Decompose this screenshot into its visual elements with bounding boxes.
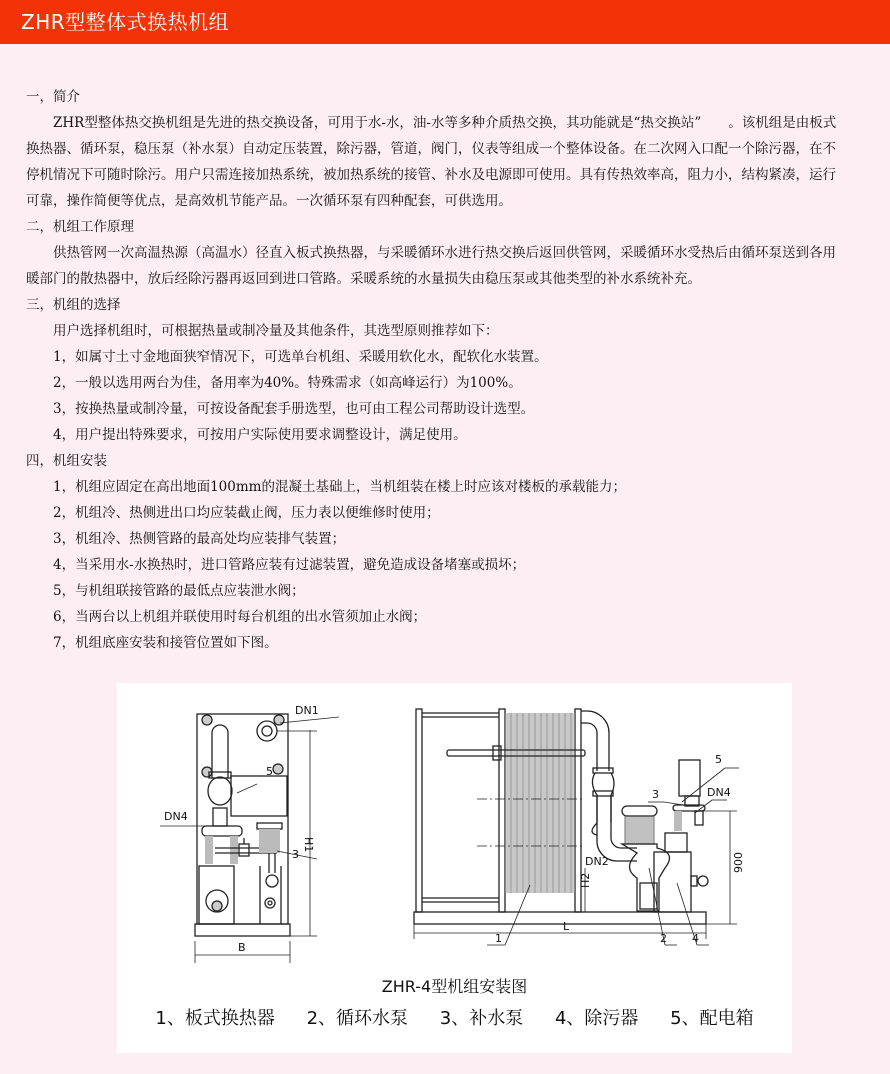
section-title: 二，机组工作原理 [26, 219, 134, 235]
side-view [160, 704, 339, 963]
label-5-front: 5 [715, 753, 722, 766]
label-l: L [563, 920, 570, 933]
paragraph: 用户选择机组时，可根据热量或制冷量及其他条件，其选型原则推荐如下： [53, 323, 499, 339]
section-selection [26, 292, 846, 448]
figure-legend [117, 1004, 792, 1030]
label-900: 900 [732, 852, 745, 873]
label-dn1: DN1 [295, 704, 319, 717]
list-item: 6，当两台以上机组并联使用时每台机组的出水管须加止水阀； [53, 609, 427, 625]
label-dn2: DN2 [585, 855, 609, 868]
page-title: ZHR型整体式换热机组 [21, 10, 230, 34]
label-dn4-side: DN4 [164, 810, 188, 823]
label-dn4-front: DN4 [707, 786, 731, 799]
section-installation [26, 448, 846, 656]
label-h2: H2 [579, 872, 592, 888]
paragraph: ZHR型整体热交换机组是先进的热交换设备，可用于水-水，油-水等多种介质热交换，其功能就是“热交换站” 。该机组是由板式换热器、循环泵，稳压泵（补水泵）自动定压装置，除污器，管道，阀门，仪表等组成一个整体设备。在二次网入口配一个除污器，在不停机情况下可随时除污。用户只需连接加热系统，被加热系统的接管、补水及电源即可使用。具有传热效率高，阻力小，结构紧凑，运行可靠，操作简便等优点，是高效机节能产品。一次循环泵有四种配套，可供选用。 [26, 115, 837, 209]
section-title: 一，简介 [26, 89, 80, 105]
diagram-drawing [117, 683, 792, 973]
installation-diagram [117, 683, 792, 1053]
list-item: 2，机组冷、热侧进出口均应装截止阀，压力表以便维修时使用； [53, 505, 440, 521]
article-body [26, 84, 846, 656]
paragraph: 供热管网一次高温热源（高温水）径直入板式换热器，与采暖循环水进行热交换后返回供管网，采暖循环水受热后由循环泵送到各用暖部门的散热器中，放后经除污器再返回到进口管路。采暖系统的水量损失由稳压泵或其他类型的补水系统补充。 [26, 245, 836, 287]
label-4: 4 [692, 932, 699, 945]
legend-item-makeup-pump: 3、补水泵 [439, 1008, 524, 1029]
legend-item-plate-exchanger: 1、板式换热器 [155, 1008, 275, 1029]
list-item: 1，如属寸土寸金地面狭窄情况下，可选单台机组、采暖用软化水，配软化水装置。 [53, 349, 548, 365]
label-5-side: 5 [266, 765, 273, 778]
section-intro [26, 84, 846, 214]
legend-item-dirt-separator: 4、除污器 [554, 1008, 639, 1029]
legend-item-circulation-pump: 2、循环水泵 [306, 1008, 409, 1029]
list-item: 7，机组底座安装和接管位置如下图。 [53, 635, 278, 651]
label-1: 1 [495, 932, 502, 945]
section-title: 四，机组安装 [26, 453, 107, 469]
figure-title: ZHR-4型机组安装图 [381, 977, 528, 996]
label-b: B [238, 941, 246, 954]
label-3-side: 3 [292, 848, 299, 861]
label-3-front: 3 [652, 788, 659, 801]
label-2: 2 [660, 932, 667, 945]
list-item: 4，当采用水-水换热时，进口管路应装有过滤装置，避免造成设备堵塞或损坏； [53, 557, 526, 573]
list-item: 3，机组冷、热侧管路的最高处均应装排气装置； [53, 531, 346, 547]
list-item: 5，与机组联接管路的最低点应装泄水阀； [53, 583, 305, 599]
list-item: 1，机组应固定在高出地面100mm的混凝土基础上，当机组装在楼上时应该对楼板的承载能力； [53, 479, 626, 495]
page-header [0, 0, 890, 44]
list-item: 3，按换热量或制冷量，可按设备配套手册选型，也可由工程公司帮助设计选型。 [53, 401, 535, 417]
legend-item-control-box: 5、配电箱 [670, 1008, 754, 1029]
section-title: 三，机组的选择 [26, 297, 121, 313]
front-view [414, 709, 745, 945]
section-principle [26, 214, 846, 292]
list-item: 2，一般以选用两台为佳，备用率为40%。特殊需求（如高峰运行）为100%。 [53, 375, 522, 391]
list-item: 4，用户提出特殊要求，可按用户实际使用要求调整设计，满足使用。 [53, 427, 467, 443]
label-h1: H1 [302, 837, 315, 853]
